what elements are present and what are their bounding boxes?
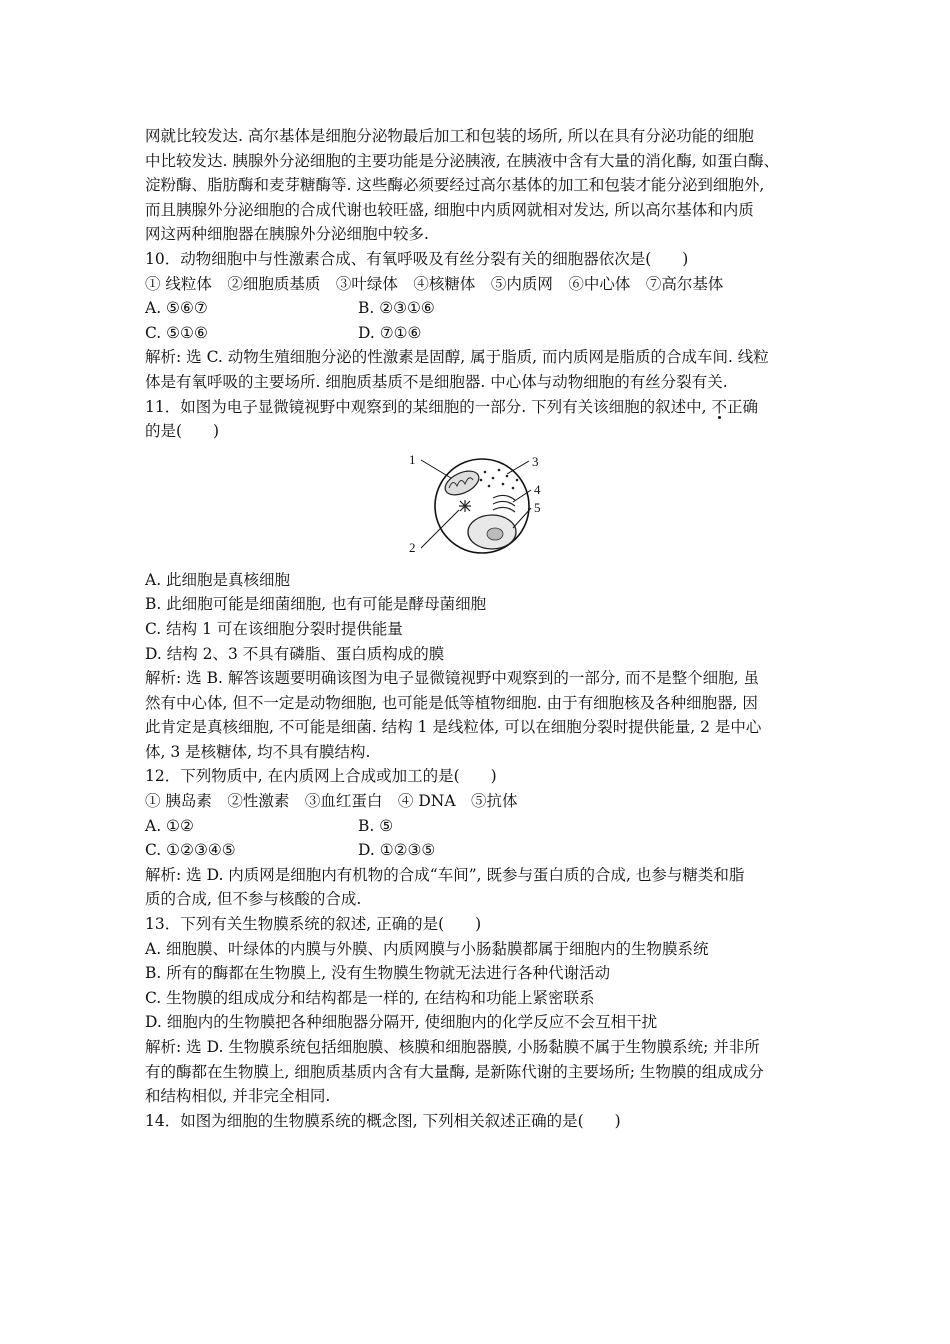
options-row: [145, 321, 825, 346]
question-stem: [145, 395, 825, 420]
figure-label-2: 2: [409, 539, 416, 555]
analysis-line: 有的酶都在生物膜上, 细胞质基质内含有大量酶, 是新陈代谢的主要场所; 生物膜的组成成分: [145, 1062, 764, 1081]
option-c: C. 生物膜的组成成分和结构都是一样的, 在结构和功能上紧密联系: [145, 988, 595, 1007]
analysis-line: 体是有氧呼吸的主要场所. 细胞质基质不是细胞器. 中心体与动物细胞的有丝分裂有关.: [145, 372, 728, 391]
analysis-line: 然有中心体, 但不一定是动物细胞, 也可能是低等植物细胞. 由于有细胞核及各种细胞器, 因: [145, 693, 758, 712]
analysis-line: 解析: 选 B. 解答该题要明确该图为电子显微镜视野中观察到的一部分, 而不是整个细胞, 虽: [145, 669, 760, 688]
question-11: [145, 395, 825, 765]
option-a: A. ⑤⑥⑦: [145, 299, 208, 318]
question-items: ① 线粒体 ②细胞质基质 ③叶绿体 ④核糖体 ⑤内质网 ⑥中心体 ⑦高尔基体: [145, 274, 724, 293]
option-b: B. ⑤: [358, 816, 394, 835]
text-line: 中比较发达. 胰腺外分泌细胞的主要功能是分泌胰液, 在胰液中含有大量的消化酶, 如蛋白酶、: [145, 151, 780, 170]
question-stem: 13．下列有关生物膜系统的叙述, 正确的是( ): [145, 915, 482, 934]
option-c: C. 结构 1 可在该细胞分裂时提供能量: [145, 619, 403, 638]
options-row: [145, 838, 825, 863]
analysis-line: 体, 3 是核糖体, 均不具有膜结构.: [145, 742, 371, 761]
intro-paragraph: [145, 124, 825, 247]
question-10: [145, 247, 825, 395]
emphasis-mark: 不: [711, 397, 727, 416]
question-items: ① 胰岛素 ②性激素 ③血红蛋白 ④ DNA ⑤抗体: [145, 792, 518, 811]
option-d: D. ⑦①⑥: [358, 323, 422, 342]
analysis-line: 此肯定是真核细胞, 不可能是细菌. 结构 1 是线粒体, 可以在细胞分裂时提供能量, 2 是中心: [145, 718, 762, 737]
text-line: 网就比较发达. 高尔基体是细胞分泌物最后加工和包装的场所, 所以在具有分泌功能的细胞: [145, 127, 754, 145]
option-b: B. ②③①⑥: [358, 299, 435, 318]
question-stem: 12．下列物质中, 在内质网上合成或加工的是( ): [145, 767, 497, 786]
text-line: 而且胰腺外分泌细胞的合成代谢也较旺盛, 细胞中内质网就相对发达, 所以高尔基体和内质: [145, 200, 754, 219]
figure-label-1: 1: [409, 451, 416, 467]
figure-label-4: 4: [534, 481, 541, 497]
question-13: [145, 912, 825, 1109]
option-c: C. ①②③④⑤: [145, 841, 236, 860]
analysis-line: 解析: 选 D. 生物膜系统包括细胞膜、核膜和细胞器膜, 小肠黏膜不属于生物膜系统; 并非所: [145, 1038, 760, 1056]
cell-figure: [145, 448, 825, 566]
options-row: [145, 296, 825, 321]
stem-text: 11．如图为电子显微镜视野中观察到的某细胞的一部分. 下列有关该细胞的叙述中,: [145, 397, 712, 416]
text-line: 淀粉酶、脂肪酶和麦芽糖酶等. 这些酶必须要经过高尔基体的加工和包装才能分泌到细胞外,: [145, 176, 765, 195]
option-b: B. 此细胞可能是细菌细胞, 也有可能是酵母菌细胞: [145, 595, 487, 614]
option-a: A. ①②: [145, 816, 194, 835]
text-line: 网这两种细胞器在胰腺外分泌细胞中较多.: [145, 225, 429, 244]
question-stem: 10．动物细胞中与性激素合成、有氧呼吸及有丝分裂有关的细胞器依次是( ): [145, 249, 689, 268]
question-12: [145, 764, 825, 912]
figure-label-5: 5: [534, 499, 541, 515]
option-a: A. 此细胞是真核细胞: [145, 570, 291, 589]
option-c: C. ⑤①⑥: [145, 323, 208, 342]
option-b: B. 所有的酶都在生物膜上, 没有生物膜生物就无法进行各种代谢活动: [145, 964, 611, 983]
option-d: D. ①②③⑤: [358, 841, 436, 860]
figure-label-3: 3: [532, 453, 539, 469]
option-a: A. 细胞膜、叶绿体的内膜与外膜、内质网膜与小肠黏膜都属于细胞内的生物膜系统: [145, 939, 709, 958]
cell-micrograph-diagram: [407, 448, 557, 566]
document-page: [145, 124, 825, 1133]
question-stem: 14．如图为细胞的生物膜系统的概念图, 下列相关叙述正确的是( ): [145, 1111, 621, 1130]
stem-text: 正确: [726, 397, 758, 416]
analysis-line: 质的合成, 但不参与核酸的合成.: [145, 890, 362, 909]
option-d: D. 细胞内的生物膜把各种细胞器分隔开, 使细胞内的化学反应不会互相干扰: [145, 1013, 658, 1032]
question-stem-cont: 的是( ): [145, 422, 220, 441]
options-row: [145, 814, 825, 839]
analysis-line: 解析: 选 D. 内质网是细胞内有机物的合成“车间”, 既参与蛋白质的合成, 也参与糖类和脂: [145, 865, 745, 884]
option-d: D. 结构 2、3 不具有磷脂、蛋白质构成的膜: [145, 644, 445, 663]
question-14: [145, 1109, 825, 1134]
analysis-line: 和结构相似, 并非完全相同.: [145, 1087, 331, 1106]
analysis-line: 解析: 选 C. 动物生殖细胞分泌的性激素是固醇, 属于脂质, 而内质网是脂质的合成车间. 线粒: [145, 348, 769, 367]
